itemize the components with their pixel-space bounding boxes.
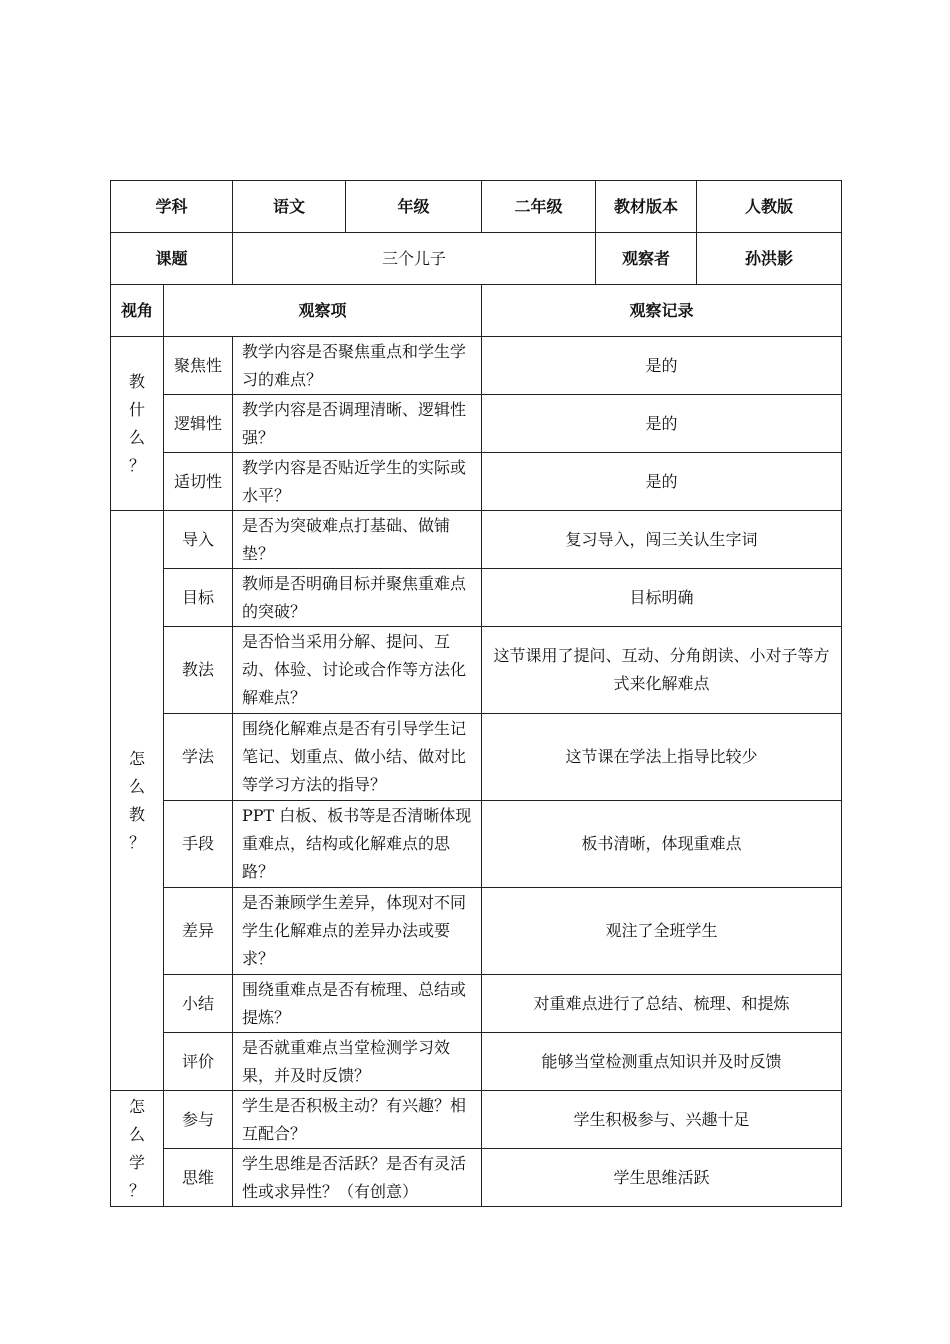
subject-value: 语文 xyxy=(233,181,346,233)
edition-value: 人教版 xyxy=(697,181,842,233)
record-cell: 对重难点进行了总结、梳理、和提炼 xyxy=(482,975,842,1033)
observation-row xyxy=(111,337,842,395)
item-cell: 是否恰当采用分解、提问、互动、体验、讨论或合作等方法化解难点？ xyxy=(233,627,482,714)
item-cell: 教学内容是否聚焦重点和学生学习的难点？ xyxy=(233,337,482,395)
item-cell: 教学内容是否贴近学生的实际或水平？ xyxy=(233,453,482,511)
section-title-char: 什 xyxy=(128,399,145,419)
section-title-char: 么 xyxy=(128,427,145,447)
section-title-char: 教 xyxy=(128,804,145,824)
record-cell: 复习导入，闯三关认生字词 xyxy=(482,511,842,569)
observation-table xyxy=(110,180,842,1207)
column-header-row xyxy=(111,285,842,337)
record-cell: 能够当堂检测重点知识并及时反馈 xyxy=(482,1033,842,1091)
item-header: 观察项 xyxy=(164,285,482,337)
edition-label: 教材版本 xyxy=(596,181,697,233)
item-cell: 学生思维是否活跃？是否有灵活性或求异性？（有创意） xyxy=(233,1149,482,1207)
item-cell: PPT 白板、板书等是否清晰体现重难点，结构或化解难点的思路？ xyxy=(233,801,482,888)
record-cell: 是的 xyxy=(482,337,842,395)
observation-row xyxy=(111,627,842,714)
observer-value: 孙洪影 xyxy=(697,233,842,285)
section-title-char: 学 xyxy=(128,1152,145,1172)
dimension-cell: 参与 xyxy=(164,1091,233,1149)
dimension-cell: 聚焦性 xyxy=(164,337,233,395)
item-cell: 是否为突破难点打基础、做铺垫？ xyxy=(233,511,482,569)
dimension-cell: 思维 xyxy=(164,1149,233,1207)
dimension-cell: 目标 xyxy=(164,569,233,627)
section-title-char: ？ xyxy=(128,455,145,475)
section-title-char: ？ xyxy=(128,832,145,852)
record-cell: 观注了全班学生 xyxy=(482,888,842,975)
section-title-char: 教 xyxy=(128,371,145,391)
record-cell: 学生思维活跃 xyxy=(482,1149,842,1207)
item-cell: 是否就重难点当堂检测学习效果，并及时反馈？ xyxy=(233,1033,482,1091)
record-cell: 是的 xyxy=(482,395,842,453)
section-title-char: 么 xyxy=(128,776,145,796)
dimension-cell: 手段 xyxy=(164,801,233,888)
grade-label: 年级 xyxy=(346,181,482,233)
observation-row xyxy=(111,975,842,1033)
section-title xyxy=(111,1091,164,1207)
dimension-cell: 小结 xyxy=(164,975,233,1033)
item-cell: 教学内容是否调理清晰、逻辑性强？ xyxy=(233,395,482,453)
record-cell: 是的 xyxy=(482,453,842,511)
observation-row xyxy=(111,569,842,627)
dimension-cell: 学法 xyxy=(164,714,233,801)
record-cell: 学生积极参与、兴趣十足 xyxy=(482,1091,842,1149)
dimension-cell: 逻辑性 xyxy=(164,395,233,453)
section-title-char: 怎 xyxy=(128,748,145,768)
section-title xyxy=(111,511,164,1091)
perspective-header: 视角 xyxy=(111,285,164,337)
item-cell: 教师是否明确目标并聚焦重难点的突破？ xyxy=(233,569,482,627)
section-title-char: 么 xyxy=(128,1124,145,1144)
observation-row xyxy=(111,801,842,888)
observer-label: 观察者 xyxy=(596,233,697,285)
observation-row xyxy=(111,453,842,511)
observation-row xyxy=(111,888,842,975)
dimension-cell: 教法 xyxy=(164,627,233,714)
section-title-char: 怎 xyxy=(128,1096,145,1116)
item-cell: 学生是否积极主动？有兴趣？相互配合？ xyxy=(233,1091,482,1149)
record-cell: 这节课用了提问、互动、分角朗读、小对子等方式来化解难点 xyxy=(482,627,842,714)
subject-label: 学科 xyxy=(111,181,233,233)
dimension-cell: 评价 xyxy=(164,1033,233,1091)
observation-row xyxy=(111,1033,842,1091)
dimension-cell: 适切性 xyxy=(164,453,233,511)
info-row-2 xyxy=(111,233,842,285)
record-cell: 目标明确 xyxy=(482,569,842,627)
info-row-1 xyxy=(111,181,842,233)
record-cell: 板书清晰，体现重难点 xyxy=(482,801,842,888)
observation-row xyxy=(111,1149,842,1207)
observation-row xyxy=(111,714,842,801)
grade-value: 二年级 xyxy=(482,181,596,233)
observation-row xyxy=(111,511,842,569)
item-cell: 围绕重难点是否有梳理、总结或提炼？ xyxy=(233,975,482,1033)
dimension-cell: 差异 xyxy=(164,888,233,975)
section-title-char: ？ xyxy=(128,1180,145,1200)
item-cell: 围绕化解难点是否有引导学生记笔记、划重点、做小结、做对比等学习方法的指导？ xyxy=(233,714,482,801)
dimension-cell: 导入 xyxy=(164,511,233,569)
section-title xyxy=(111,337,164,511)
topic-label: 课题 xyxy=(111,233,233,285)
topic-value: 三个儿子 xyxy=(233,233,596,285)
observation-row xyxy=(111,1091,842,1149)
item-cell: 是否兼顾学生差异，体现对不同学生化解难点的差异办法或要求？ xyxy=(233,888,482,975)
record-header: 观察记录 xyxy=(482,285,842,337)
observation-row xyxy=(111,395,842,453)
record-cell: 这节课在学法上指导比较少 xyxy=(482,714,842,801)
